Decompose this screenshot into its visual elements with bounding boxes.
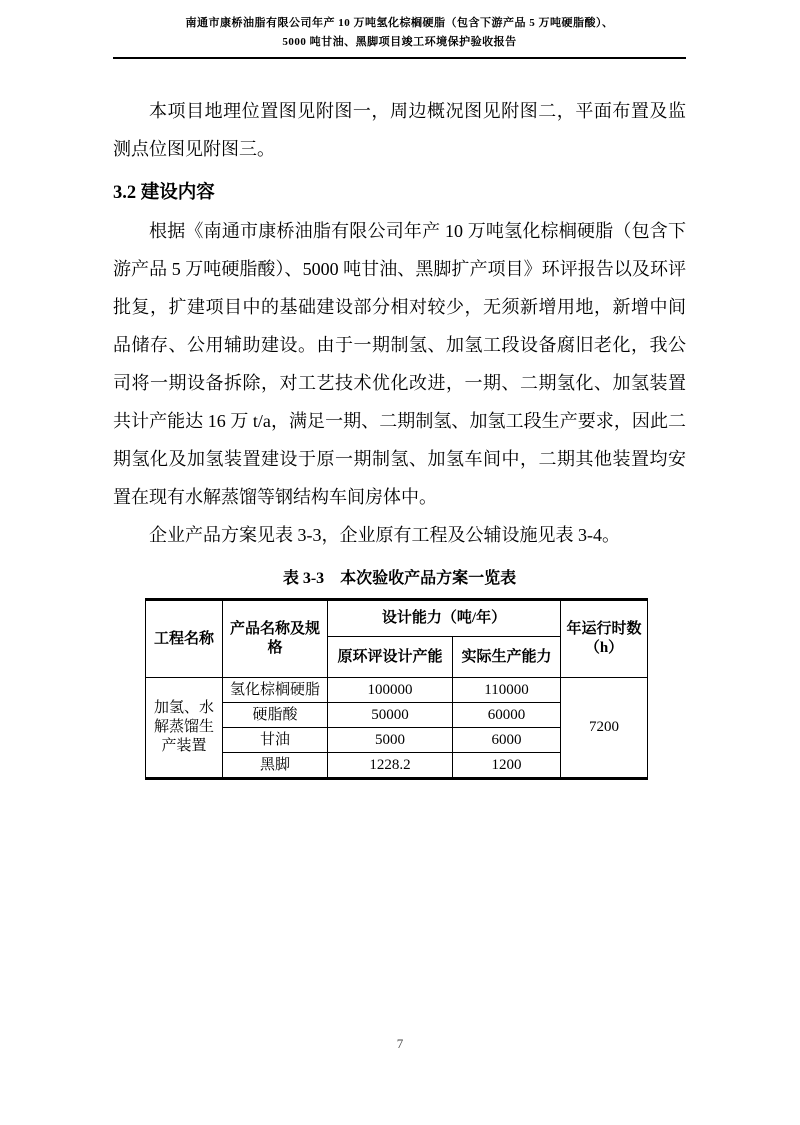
th-actual-capacity: 实际生产能力 — [453, 637, 561, 678]
table-reference-paragraph: 企业产品方案见表 3-3，企业原有工程及公辅设施见表 3-4。 — [149, 525, 620, 545]
cell-original-capacity: 50000 — [328, 703, 453, 728]
cell-product: 硬脂酸 — [223, 703, 328, 728]
table-caption: 表 3-3 本次验收产品方案一览表 — [282, 570, 517, 587]
cell-product: 甘油 — [223, 728, 328, 753]
th-annual-hours: 年运行时数（h） — [561, 600, 648, 678]
main-paragraph: 根据《南通市康桥油脂有限公司年产 10 万吨氢化棕榈硬脂（包含下游产品 5 万吨硬脂酸）、5000 吨甘油、黑脚扩产项目》环评报告以及环评批复，扩建项目中的基础建设部分相对较少，无须新增用地，新增中间品储存、公用辅助建设。由于一期制氢、加氢工段设备腐旧老化，我公司将一期设备拆除，对工艺技术优化改进，一期、二期氢化、加氢装置共计产能达 16 万 t/a，满足一期、二期制氢、加氢工段生产要求，因此二期氢化及加氢装置建设于原一期制氢、加氢车间中，二期其他装置均安置在现有水解蒸馏等钢结构车间房体中。 — [113, 221, 686, 507]
cell-actual-capacity: 60000 — [453, 703, 561, 728]
cell-actual-capacity: 110000 — [453, 678, 561, 703]
cell-original-capacity: 1228.2 — [328, 753, 453, 779]
cell-original-capacity: 5000 — [328, 728, 453, 753]
table-header-row-1 — [146, 600, 648, 637]
report-header — [113, 0, 686, 59]
cell-project-name: 加氢、水解蒸馏生产装置 — [146, 678, 223, 779]
table-row — [146, 678, 648, 703]
section-heading: 3.2 建设内容 — [113, 183, 215, 203]
cell-product: 黑脚 — [223, 753, 328, 779]
intro-paragraph: 本项目地理位置图见附图一，周边概况图见附图二，平面布置及监测点位图见附图三。 — [113, 101, 686, 159]
th-project-name: 工程名称 — [146, 600, 223, 678]
th-product-spec: 产品名称及规格 — [223, 600, 328, 678]
th-design-capacity: 设计能力（吨/年） — [328, 600, 561, 637]
cell-product: 氢化棕榈硬脂 — [223, 678, 328, 703]
cell-actual-capacity: 1200 — [453, 753, 561, 779]
header-line-1: 南通市康桥油脂有限公司年产 10 万吨氢化棕榈硬脂（包含下游产品 5 万吨硬脂酸）、 — [185, 17, 614, 29]
cell-actual-capacity: 6000 — [453, 728, 561, 753]
th-original-eia-capacity: 原环评设计产能 — [328, 637, 453, 678]
cell-original-capacity: 100000 — [328, 678, 453, 703]
cell-annual-hours: 7200 — [561, 678, 648, 779]
page-number: 7 — [396, 1036, 404, 1051]
products-table — [145, 598, 648, 780]
header-line-2: 5000 吨甘油、黑脚项目竣工环境保护验收报告 — [282, 36, 517, 48]
